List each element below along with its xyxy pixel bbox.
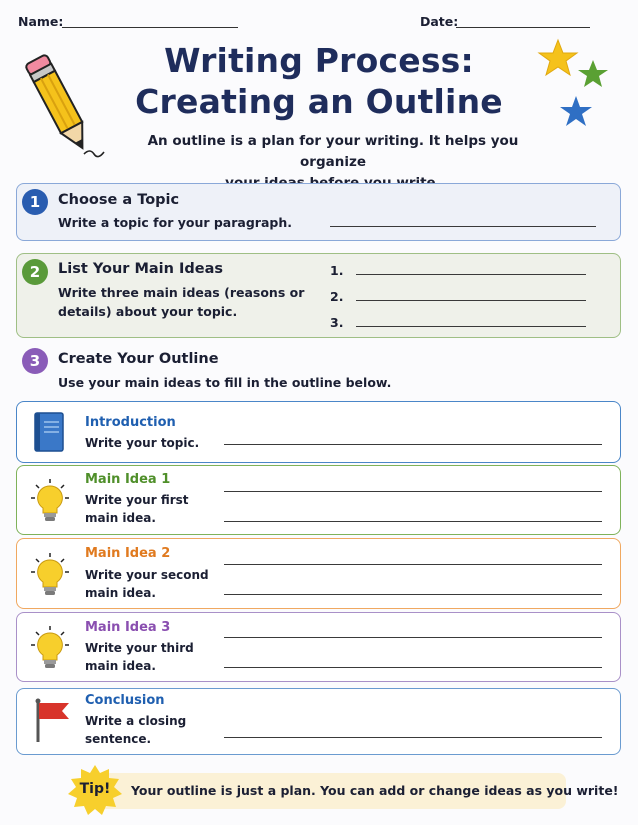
outline-main-idea-3-desc-line-2: main idea. [85,659,156,673]
outline-main-idea-1-desc-line-2: main idea. [85,511,156,525]
lightbulb-icon [30,552,70,598]
tip-text: Your outline is just a plan. You can add or change ideas as you write! [131,783,619,798]
flag-icon [33,698,73,744]
outline-introduction-desc: Write your topic. [85,436,200,450]
outline-main-idea-2-desc-line-1: Write your second [85,568,209,582]
book-icon [33,411,67,453]
main-idea-list-number-1: 1. [330,263,344,278]
main-idea-2-input-line-1[interactable] [224,564,602,565]
tip-badge: Tip! [79,781,111,797]
main-idea-line-3[interactable] [356,326,586,327]
lightbulb-icon [30,625,70,671]
title-line-2: Creating an Outline [135,82,503,121]
outline-main-idea-1-title: Main Idea 1 [85,472,171,487]
main-idea-1-input-line-2[interactable] [224,521,602,522]
date-label: Date: [420,14,459,29]
intro-line-1: An outline is a plan for your writing. It helps you organize [147,133,519,170]
outline-conclusion-desc-line-2: sentence. [85,732,152,746]
outline-introduction-box [16,401,621,463]
step-2-desc-line-2: details) about your topic. [58,304,238,319]
introduction-input-line[interactable] [224,444,602,445]
step-1-title: Choose a Topic [58,192,180,208]
main-idea-line-1[interactable] [356,274,586,275]
outline-main-idea-3-desc-line-1: Write your third [85,641,194,655]
page-title [0,40,638,122]
step-3-title: Create Your Outline [58,351,219,367]
outline-main-idea-2-desc [85,566,209,602]
name-label: Name: [18,14,64,29]
main-idea-3-input-line-2[interactable] [224,667,602,668]
title-line-1: Writing Process: [164,41,474,80]
topic-input-line[interactable] [330,226,596,227]
main-idea-1-input-line-1[interactable] [224,491,602,492]
step-2-desc-line-1: Write three main ideas (reasons or [58,285,305,300]
outline-conclusion-desc [85,712,186,748]
step-2-number: 2 [22,259,48,285]
outline-main-idea-1-desc-line-1: Write your first [85,493,189,507]
main-idea-2-input-line-2[interactable] [224,594,602,595]
step-2-desc [58,283,304,321]
step-1-desc: Write a topic for your paragraph. [58,215,292,230]
date-field[interactable] [456,27,590,28]
step-1-number: 1 [22,189,48,215]
outline-introduction-title: Introduction [85,415,176,430]
step-2-title: List Your Main Ideas [58,261,224,277]
outline-main-idea-2-title: Main Idea 2 [85,546,171,561]
outline-main-idea-1-desc [85,491,189,527]
main-idea-list-number-3: 3. [330,315,344,330]
conclusion-input-line[interactable] [224,737,602,738]
step-3-desc: Use your main ideas to fill in the outline below. [58,375,392,390]
step-3-number: 3 [22,348,48,374]
outline-conclusion-desc-line-1: Write a closing [85,714,187,728]
main-idea-line-2[interactable] [356,300,586,301]
main-idea-list-number-2: 2. [330,289,344,304]
outline-conclusion-title: Conclusion [85,693,165,708]
outline-main-idea-3-desc [85,639,194,675]
main-idea-3-input-line-1[interactable] [224,637,602,638]
lightbulb-icon [30,478,70,524]
name-field[interactable] [62,27,238,28]
outline-main-idea-3-title: Main Idea 3 [85,620,171,635]
outline-main-idea-2-desc-line-2: main idea. [85,586,156,600]
